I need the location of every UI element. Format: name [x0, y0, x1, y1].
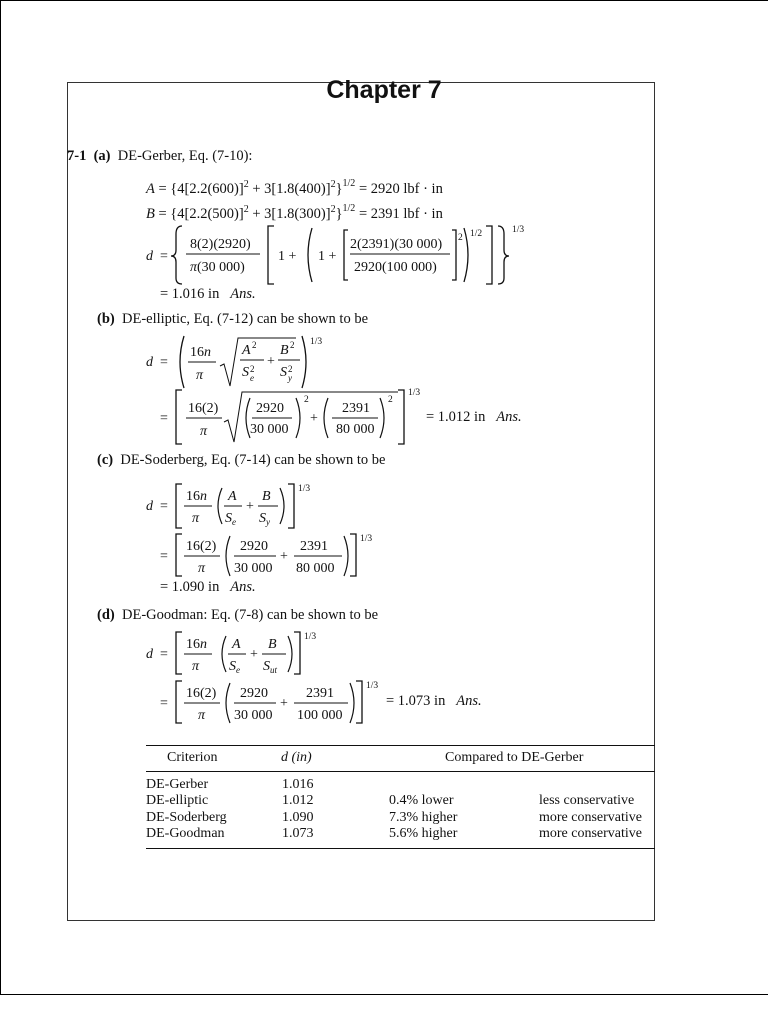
- table-top-rule: [146, 745, 655, 746]
- part-a-label: (a): [93, 148, 111, 164]
- table-cell-d: 1.073: [282, 826, 314, 841]
- svg-text:16(2): 16(2): [188, 401, 219, 416]
- svg-text:+: +: [310, 411, 318, 426]
- table-cell-d: 1.090: [282, 810, 314, 825]
- table-cell-criterion: DE-Soderberg: [146, 810, 227, 825]
- svg-text:=: =: [160, 411, 168, 426]
- page-border-top: [0, 0, 768, 1]
- svg-text:π: π: [192, 511, 200, 526]
- svg-text:1/3: 1/3: [298, 484, 311, 494]
- svg-text:16(2): 16(2): [186, 686, 217, 701]
- svg-text:1/3: 1/3: [408, 388, 421, 398]
- elliptic-result: [426, 409, 522, 426]
- svg-text:d: d: [146, 499, 153, 514]
- svg-text:16n: 16n: [186, 637, 207, 652]
- svg-text:+: +: [280, 549, 288, 564]
- svg-text:80 000: 80 000: [296, 561, 335, 576]
- svg-text:=: =: [160, 696, 168, 711]
- table-header-compared: Compared to DE-Gerber: [445, 750, 584, 765]
- goodman-result-value: = 1.073 in: [386, 693, 446, 709]
- svg-text:8(2)(2920): 8(2)(2920): [190, 237, 251, 252]
- svg-text:1/3: 1/3: [360, 534, 373, 544]
- svg-text:16n: 16n: [186, 489, 207, 504]
- table-header-rule: [146, 771, 655, 772]
- svg-text:π: π: [196, 368, 204, 383]
- svg-text:100 000: 100 000: [297, 708, 343, 723]
- svg-text:+: +: [267, 354, 275, 369]
- svg-text:1 +: 1 +: [318, 249, 337, 264]
- svg-text:2920: 2920: [240, 539, 268, 554]
- svg-text:d: d: [146, 249, 153, 264]
- part-d-text: DE-Goodman: Eq. (7-8) can be shown to be: [121, 607, 379, 623]
- part-c-text: DE-Soderberg, Eq. (7-14) can be shown to be: [120, 452, 386, 468]
- svg-text:+: +: [250, 647, 258, 662]
- svg-text:S: S: [280, 365, 287, 380]
- svg-text:π: π: [198, 708, 206, 723]
- gerber-result-value: = 1.016 in: [160, 286, 220, 302]
- svg-text:B: B: [280, 343, 289, 358]
- table-cell-d: 1.016: [282, 777, 314, 792]
- table-cell-criterion: DE-Goodman: [146, 826, 225, 841]
- ans-label: Ans.: [456, 693, 482, 709]
- page-border-bottom: [0, 994, 768, 995]
- ans-label: Ans.: [230, 286, 256, 302]
- equation-goodman-numeric: [146, 677, 406, 727]
- svg-text:2920(100 000): 2920(100 000): [354, 260, 437, 275]
- svg-text:=: =: [160, 549, 168, 564]
- svg-text:π: π: [200, 424, 208, 439]
- svg-text:y: y: [288, 373, 292, 383]
- svg-text:2: 2: [304, 395, 309, 405]
- svg-text:2: 2: [290, 340, 295, 350]
- soderberg-result: [160, 579, 256, 596]
- part-b-text: DE-elliptic, Eq. (7-12) can be shown to be: [121, 311, 369, 327]
- table-cell-criterion: DE-Gerber: [146, 777, 209, 792]
- table-cell-d: 1.012: [282, 793, 314, 808]
- svg-text:Se: $S_e$: [225, 511, 236, 527]
- svg-text:2391: 2391: [342, 401, 370, 416]
- table-cell-criterion: DE-elliptic: [146, 793, 209, 808]
- table-header-criterion: Criterion: [167, 750, 218, 765]
- elliptic-result-value: = 1.012 in: [426, 409, 486, 425]
- table-cell-comparison: 5.6% higher: [389, 826, 458, 841]
- part-d-label: (d): [97, 607, 115, 623]
- part-a-heading: [67, 148, 252, 165]
- equation-elliptic-numeric: [146, 386, 446, 446]
- ans-label: Ans.: [230, 579, 256, 595]
- table-bottom-rule: [146, 848, 655, 849]
- svg-text:A: A: [242, 343, 251, 358]
- equation-soderberg-general: [146, 480, 346, 530]
- svg-text:16(2): 16(2): [186, 539, 217, 554]
- equation-soderberg-numeric: [146, 530, 406, 580]
- svg-text:=: =: [160, 249, 168, 264]
- svg-text:1/3: 1/3: [366, 681, 379, 691]
- svg-text:2920: 2920: [256, 401, 284, 416]
- part-b-label: (b): [97, 311, 115, 327]
- svg-text:π: π: [198, 561, 206, 576]
- svg-text:2: 2: [250, 364, 255, 374]
- svg-text:30 000: 30 000: [250, 422, 289, 437]
- svg-text:π(30 000): π(30 000): [190, 260, 245, 275]
- table-cell-comparison: 7.3% higher: [389, 810, 458, 825]
- svg-text:=: =: [160, 647, 168, 662]
- svg-text:=: =: [160, 355, 168, 370]
- svg-text:2391: 2391: [300, 539, 328, 554]
- goodman-result: [386, 693, 482, 710]
- svg-text:S: S: [242, 365, 249, 380]
- svg-text:A: A: [232, 637, 241, 652]
- table-cell-comparison: 0.4% lower: [389, 793, 454, 808]
- table-cell-conservatism: more conservative: [539, 810, 643, 825]
- svg-text:d: d: [146, 355, 153, 370]
- soderberg-result-value: = 1.090 in: [160, 579, 220, 595]
- svg-text:1/3: 1/3: [512, 225, 525, 235]
- svg-text:e: e: [250, 373, 254, 383]
- svg-text:2: 2: [252, 340, 257, 350]
- svg-text:2: 2: [388, 395, 393, 405]
- svg-text:d: d: [146, 647, 153, 662]
- equation-goodman-general: [146, 628, 346, 678]
- ans-label: Ans.: [496, 409, 522, 425]
- svg-text:+: +: [246, 499, 254, 514]
- svg-text:2: 2: [458, 233, 463, 243]
- page-border-left: [0, 0, 1, 994]
- svg-text:30 000: 30 000: [234, 708, 273, 723]
- part-a-text: DE-Gerber, Eq. (7-10):: [117, 148, 253, 164]
- svg-text:B: B: [268, 637, 277, 652]
- svg-text:2: 2: [288, 364, 293, 374]
- table-cell-conservatism: more conservative: [539, 826, 643, 841]
- svg-text:16n: 16n: [190, 345, 211, 360]
- svg-text:A = {4[2.2(600)]2 + 3[1.8(400): $A = \{4[2.2(600)]^2 + 3[1.8(400)]^2\}^{1/2} = 2920$ lbf · in: [146, 178, 443, 197]
- part-b-heading: [97, 311, 368, 328]
- svg-text:1/3: 1/3: [310, 337, 323, 347]
- problem-number: 7-1: [67, 148, 87, 164]
- svg-text:+: +: [280, 696, 288, 711]
- equation-A-B: [146, 174, 506, 224]
- part-d-heading: [97, 607, 378, 624]
- equation-elliptic-general: [146, 332, 346, 392]
- table-cell-conservatism: less conservative: [539, 793, 635, 808]
- svg-text:B: B: [262, 489, 271, 504]
- equation-gerber-d: [146, 222, 546, 286]
- svg-text:1 +: 1 +: [278, 249, 297, 264]
- svg-text:2(2391)(30 000): 2(2391)(30 000): [350, 237, 443, 252]
- svg-text:=: =: [160, 499, 168, 514]
- svg-text:π: π: [192, 659, 200, 674]
- svg-text:Sy: $S_y$: [259, 511, 270, 527]
- svg-text:Se: $S_e$: [229, 659, 240, 675]
- part-c-heading: [97, 452, 385, 469]
- svg-text:B = {4[2.2(500)]2 + 3[1.8(300): $B = \{4[2.2(500)]^2 + 3[1.8(300)]^2\}^{1/2} = 2391$ lbf · in: [146, 203, 443, 222]
- gerber-result: [160, 286, 256, 303]
- svg-text:1/3: 1/3: [304, 632, 317, 642]
- svg-text:2391: 2391: [306, 686, 334, 701]
- svg-text:A: A: [228, 489, 237, 504]
- table-header-d: d (in): [281, 750, 312, 765]
- svg-text:80 000: 80 000: [336, 422, 375, 437]
- svg-text:Sut: $S_{ut}$: [263, 659, 278, 675]
- svg-text:30 000: 30 000: [234, 561, 273, 576]
- svg-text:1/2: 1/2: [470, 229, 483, 239]
- part-c-label: (c): [97, 452, 114, 468]
- chapter-title: Chapter 7: [326, 76, 442, 104]
- svg-text:2920: 2920: [240, 686, 268, 701]
